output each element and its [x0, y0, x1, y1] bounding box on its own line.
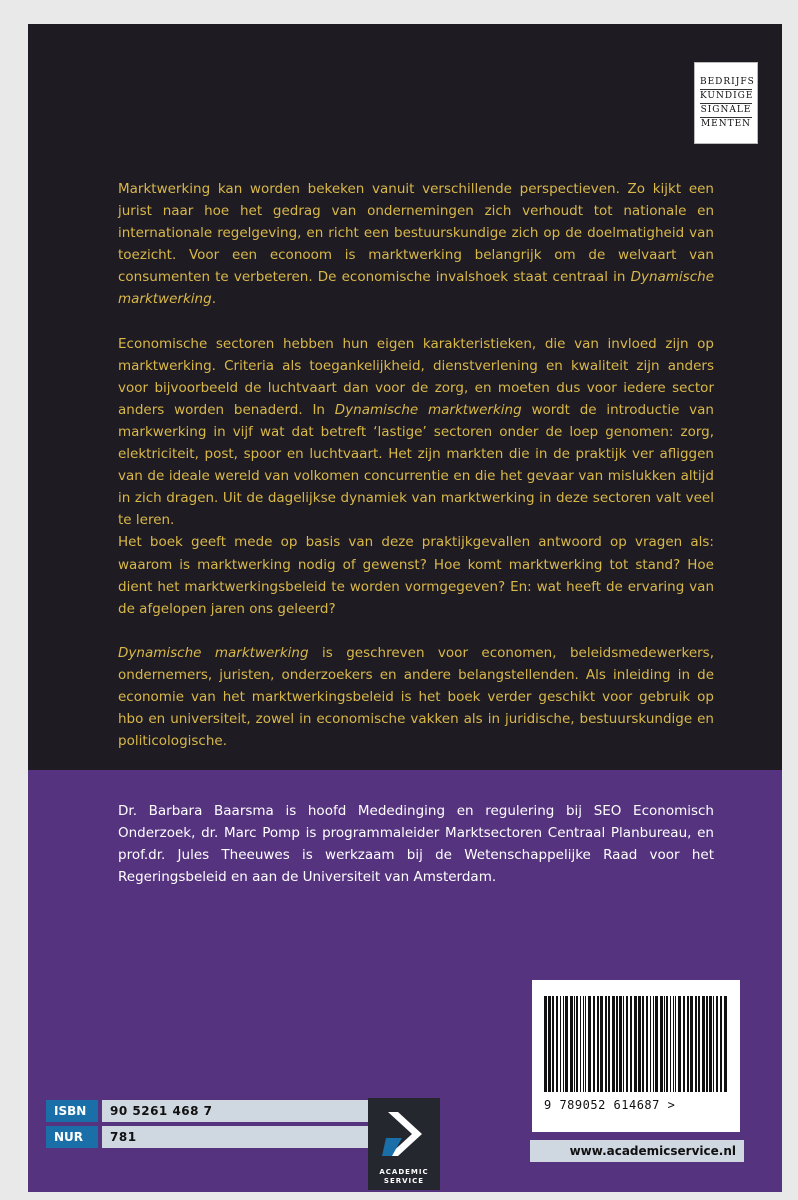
isbn-label: ISBN	[46, 1100, 98, 1122]
nur-label: NUR	[46, 1126, 98, 1148]
barcode	[532, 980, 740, 1132]
series-logo-line: MENTEN	[700, 118, 752, 129]
blurb-paragraph-1: Marktwerking kan worden bekeken vanuit verschillende perspectieven. Zo kijkt een jurist naar hoe het gedrag van ondernemingen zich verhoudt tot nationale en internationale regelgeving, en richt een bestuurskundige zich op de doelmatigheid van toezicht. Voor een econoom is marktwerking belangrijk om de welvaart van consumenten te verbeteren. De economische invalshoek staat centraal in Dynamische marktwerking.	[118, 181, 714, 308]
book-back-cover	[28, 24, 782, 1192]
series-logo-line: BEDRIJFS	[700, 76, 752, 90]
series-logo	[694, 62, 758, 144]
blurb-paragraph-4: Dynamische marktwerking is geschreven voor economen, beleidsmedewerkers, ondernemers, juristen, onderzoekers en andere belangstellenden. Als inleiding in de economie van het marktwerkingsbeleid is het boek verder geschikt voor gebruik op hbo en universiteit, zowel in economische vakken als in juridische, bestuurskundige en politicologische.	[118, 644, 714, 750]
blurb-paragraph-3: Het boek geeft mede op basis van deze praktijkgevallen antwoord op vragen als: waarom is marktwerking nodig of gewenst? Hoe komt marktwerking tot stand? Hoe dient het marktwerkingsbeleid te worden vormgegeven? En: wat heeft de ervaring van de afgelopen jaren ons geleerd?	[118, 534, 714, 617]
barcode-bars	[542, 996, 730, 1094]
author-bio: Dr. Barbara Baarsma is hoofd Mededinging en regulering bij SEO Economisch Onderzoek, dr. Marc Pomp is programmaleider Marktsectoren Centraal Planbureau, en prof.dr. Jules Theeuwes is werkzaam bij de Wetenschappelijke Raad voor het Regeringsbeleid en aan de Universiteit van Amsterdam.	[118, 803, 714, 886]
isbn-value: 90 5261 468 7	[102, 1100, 370, 1122]
publisher-name: ACADEMIC SERVICE	[379, 1168, 429, 1185]
nur-value: 781	[102, 1126, 370, 1148]
publisher-logo	[368, 1098, 440, 1190]
publisher-website: www.academicservice.nl	[530, 1140, 744, 1162]
barcode-number: 9 789052 614687 >	[544, 1098, 676, 1112]
book-info-table	[46, 1100, 370, 1152]
isbn-row	[46, 1100, 370, 1122]
blurb-paragraph-2: Economische sectoren hebben hun eigen karakteristieken, die van invloed zijn op marktwerking. Criteria als toegankelijkheid, dienstverlening en kwaliteit zijn anders voor bijvoorbeeld de luchtvaart dan voor de zorg, en moeten dus voor iedere sector anders worden benaderd. In Dynamische marktwerking wordt de introductie van markwerking in vijf wat dat betreft ‘lastige’ sectoren onder de loep genomen: zorg, elektriciteit, post, spoor en luchtvaart. Het zijn markten die in de praktijk ver afliggen van de ideale wereld van volkomen concurrentie en die het gevaar van mislukken altijd in zich dragen. Uit de dagelijkse dynamiek van marktwerking in deze sectoren valt veel te leren.	[118, 335, 714, 529]
nur-row	[46, 1126, 370, 1148]
series-logo-line: SIGNALE	[700, 104, 752, 118]
blurb-text	[118, 178, 714, 774]
chevron-logo-icon	[368, 1098, 440, 1168]
series-logo-line: KUNDIGE	[700, 90, 752, 104]
